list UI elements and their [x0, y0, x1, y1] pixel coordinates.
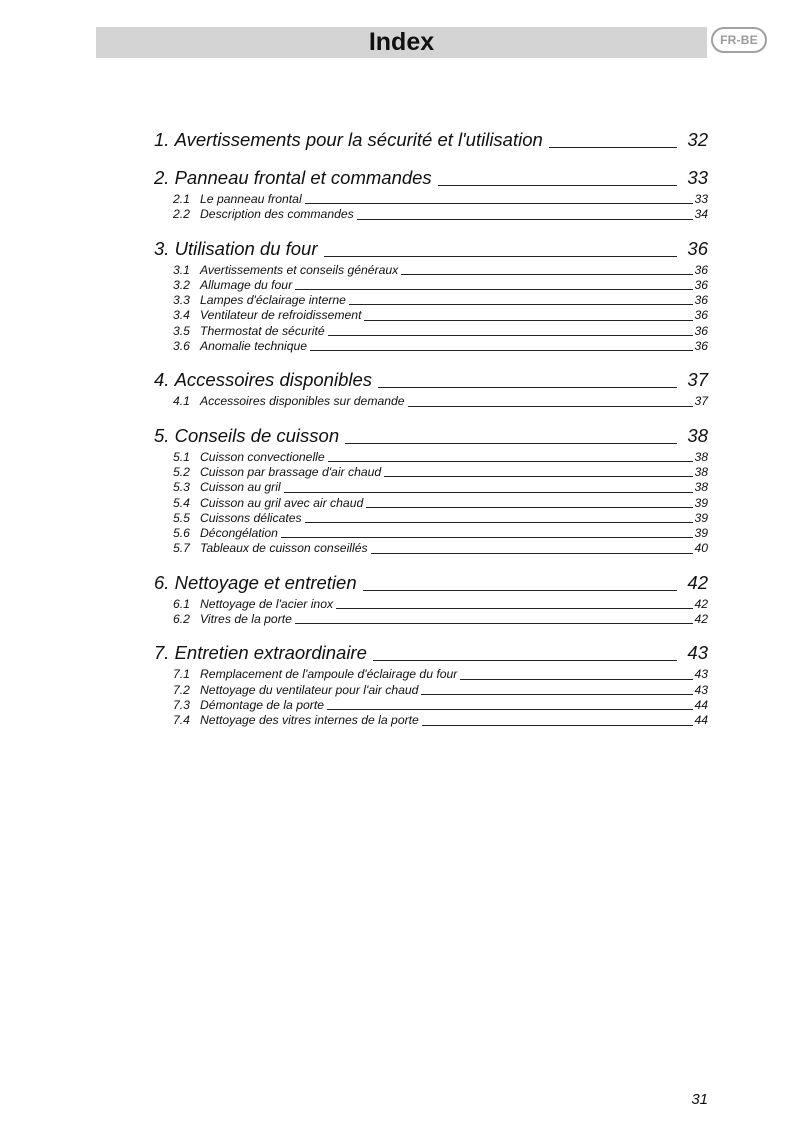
- entry-title: Cuisson convectionelle: [200, 449, 325, 464]
- entry-title: Description des commandes: [200, 207, 354, 222]
- toc-entry[interactable]: [154, 597, 708, 612]
- language-badge: FR-BE: [711, 27, 767, 53]
- toc-section-heading[interactable]: [154, 237, 708, 261]
- entry-page-number: 43: [694, 682, 708, 697]
- entry-title: Cuisson au gril: [200, 480, 281, 495]
- entry-number: 6.2: [173, 612, 190, 627]
- toc-entry[interactable]: [154, 612, 708, 627]
- leader-line: [363, 589, 678, 591]
- toc-entry[interactable]: [154, 207, 708, 222]
- entry-page-number: 37: [694, 394, 708, 409]
- toc-entry[interactable]: [154, 394, 708, 409]
- leader-line: [281, 536, 694, 538]
- leader-line: [421, 693, 693, 695]
- entry-page-number: 36: [694, 323, 708, 338]
- table-of-contents: [154, 128, 708, 743]
- entry-page-number: 34: [694, 207, 708, 222]
- entry-title: Cuissons délicates: [200, 510, 302, 525]
- entry-page-number: 38: [694, 480, 708, 495]
- toc-section: [154, 166, 708, 223]
- entry-title: Thermostat de sécurité: [200, 323, 325, 338]
- section-page-number: 32: [687, 129, 708, 150]
- entry-number: 5.6: [173, 526, 190, 541]
- entry-title: Avertissements et conseils généraux: [200, 262, 399, 277]
- toc-section-heading[interactable]: [154, 128, 708, 152]
- entry-title: Ventilateur de refroidissement: [200, 308, 362, 323]
- toc-entry[interactable]: [154, 263, 708, 278]
- section-title: Nettoyage et entretien: [174, 571, 357, 593]
- leader-line: [364, 319, 693, 321]
- toc-entry[interactable]: [154, 278, 708, 293]
- entry-page-number: 44: [694, 713, 708, 728]
- leader-line: [371, 552, 694, 554]
- entry-number: 7.4: [173, 713, 190, 728]
- toc-entry[interactable]: [154, 308, 708, 323]
- entry-page-number: 39: [694, 495, 708, 510]
- section-page-number: 43: [687, 642, 708, 664]
- leader-line: [327, 708, 693, 710]
- leader-line: [378, 386, 677, 388]
- entry-page-number: 43: [694, 667, 708, 682]
- entry-number: 7.1: [173, 667, 190, 682]
- leader-line: [345, 442, 677, 444]
- entry-page-number: 38: [694, 464, 708, 479]
- entry-title: Décongélation: [200, 526, 278, 541]
- entry-page-number: 36: [694, 293, 708, 308]
- section-number: 7.: [154, 642, 170, 664]
- entry-title: Allumage du four: [200, 277, 293, 292]
- leader-line: [357, 218, 694, 220]
- toc-entry[interactable]: [154, 713, 708, 728]
- entry-title: Cuisson au gril avec air chaud: [200, 495, 364, 510]
- section-number: 5.: [154, 424, 170, 446]
- entry-page-number: 44: [694, 697, 708, 712]
- leader-line: [295, 622, 694, 624]
- leader-line: [373, 659, 678, 661]
- page-title: Index: [368, 28, 435, 56]
- leader-line: [324, 255, 678, 257]
- leader-line: [408, 405, 694, 407]
- section-title: Utilisation du four: [174, 237, 318, 259]
- toc-section-heading[interactable]: [154, 571, 708, 595]
- entry-page-number: 36: [694, 277, 708, 292]
- entry-number: 5.5: [173, 510, 190, 525]
- section-number: 4.: [154, 369, 170, 391]
- toc-entry[interactable]: [154, 293, 708, 308]
- section-title: Panneau frontal et commandes: [174, 167, 432, 188]
- leader-line: [284, 491, 694, 493]
- entry-title: Démontage de la porte: [200, 697, 324, 712]
- entry-number: 2.1: [173, 192, 190, 206]
- toc-entry[interactable]: [154, 541, 708, 556]
- entry-page-number: 36: [694, 308, 708, 323]
- page-number: 31: [691, 1091, 708, 1108]
- entry-title: Accessoires disponibles sur demande: [200, 394, 405, 409]
- section-title: Entretien extraordinaire: [174, 642, 367, 664]
- entry-number: 5.2: [173, 464, 190, 479]
- section-title: Avertissements pour la sécurité et l'utilisation: [174, 129, 543, 150]
- section-number: 3.: [154, 237, 170, 259]
- toc-entry[interactable]: [154, 465, 708, 480]
- entry-page-number: 38: [694, 449, 708, 464]
- toc-section-heading[interactable]: [154, 424, 708, 448]
- toc-section-heading[interactable]: [154, 368, 708, 392]
- toc-entry[interactable]: [154, 339, 708, 354]
- leader-line: [310, 349, 693, 351]
- entry-number: 5.4: [173, 495, 190, 510]
- leader-line: [305, 521, 694, 523]
- entry-title: Cuisson par brassage d'air chaud: [200, 464, 382, 479]
- section-page-number: 37: [687, 369, 708, 391]
- toc-entry[interactable]: [154, 324, 708, 339]
- leader-line: [328, 460, 694, 462]
- toc-section: [154, 237, 708, 355]
- leader-line: [549, 146, 678, 148]
- section-number: 1.: [154, 129, 170, 150]
- entry-title: Anomalie technique: [200, 339, 308, 354]
- toc-section: [154, 424, 708, 557]
- entry-number: 3.3: [173, 293, 190, 308]
- leader-line: [328, 334, 694, 336]
- entry-title: Lampes d'éclairage interne: [200, 293, 346, 308]
- entry-number: 3.2: [173, 277, 190, 292]
- section-title: Conseils de cuisson: [174, 424, 340, 446]
- toc-entry[interactable]: [154, 450, 708, 465]
- entry-number: 3.6: [173, 339, 190, 354]
- entry-number: 3.4: [173, 308, 190, 323]
- leader-line: [401, 273, 693, 275]
- entry-title: Nettoyage des vitres internes de la porte: [200, 713, 419, 728]
- section-page-number: 42: [687, 571, 708, 593]
- section-page-number: 38: [687, 424, 708, 446]
- leader-line: [305, 202, 694, 204]
- toc-section: [154, 641, 708, 728]
- entry-title: Nettoyage de l'acier inox: [200, 596, 334, 611]
- toc-entry[interactable]: [154, 667, 708, 682]
- entry-number: 5.7: [173, 541, 190, 556]
- entry-number: 3.1: [173, 262, 190, 277]
- entry-page-number: 40: [694, 541, 708, 556]
- section-number: 2.: [154, 167, 170, 188]
- leader-line: [366, 506, 693, 508]
- toc-entry[interactable]: [154, 496, 708, 511]
- entry-page-number: 42: [694, 596, 708, 611]
- toc-entry[interactable]: [154, 698, 708, 713]
- toc-section: [154, 128, 708, 152]
- entry-page-number: 39: [694, 510, 708, 525]
- section-title: Accessoires disponibles: [174, 369, 373, 391]
- entry-number: 6.1: [173, 596, 190, 611]
- entry-page-number: 42: [694, 612, 708, 627]
- leader-line: [460, 678, 693, 680]
- section-page-number: 36: [687, 237, 708, 259]
- entry-title: Vitres de la porte: [200, 612, 292, 627]
- entry-number: 2.2: [173, 207, 190, 222]
- entry-number: 7.3: [173, 697, 190, 712]
- toc-entry[interactable]: [154, 480, 708, 495]
- section-number: 6.: [154, 571, 170, 593]
- section-page-number: 33: [687, 167, 708, 188]
- leader-line: [422, 724, 694, 726]
- entry-page-number: 36: [694, 262, 708, 277]
- leader-line: [384, 475, 693, 477]
- leader-line: [295, 288, 693, 290]
- leader-line: [349, 303, 693, 305]
- entry-title: Tableaux de cuisson conseillés: [200, 541, 368, 556]
- toc-section-heading[interactable]: [154, 641, 708, 665]
- entry-title: Le panneau frontal: [200, 192, 302, 206]
- toc-entry[interactable]: [154, 683, 708, 698]
- toc-entry[interactable]: [154, 511, 708, 526]
- entry-number: 4.1: [173, 394, 190, 409]
- toc-section: [154, 368, 708, 409]
- leader-line: [336, 607, 693, 609]
- entry-number: 7.2: [173, 682, 190, 697]
- toc-section: [154, 571, 708, 628]
- toc-entry[interactable]: [154, 192, 708, 207]
- entry-page-number: 39: [694, 526, 708, 541]
- entry-number: 3.5: [173, 323, 190, 338]
- entry-title: Nettoyage du ventilateur pour l'air chaud: [200, 682, 419, 697]
- entry-number: 5.1: [173, 449, 190, 464]
- entry-title: Remplacement de l'ampoule d'éclairage du four: [200, 667, 458, 682]
- toc-entry[interactable]: [154, 526, 708, 541]
- leader-line: [438, 184, 678, 186]
- entry-number: 5.3: [173, 480, 190, 495]
- entry-page-number: 33: [694, 192, 708, 206]
- entry-page-number: 36: [694, 339, 708, 354]
- toc-section-heading[interactable]: [154, 166, 708, 190]
